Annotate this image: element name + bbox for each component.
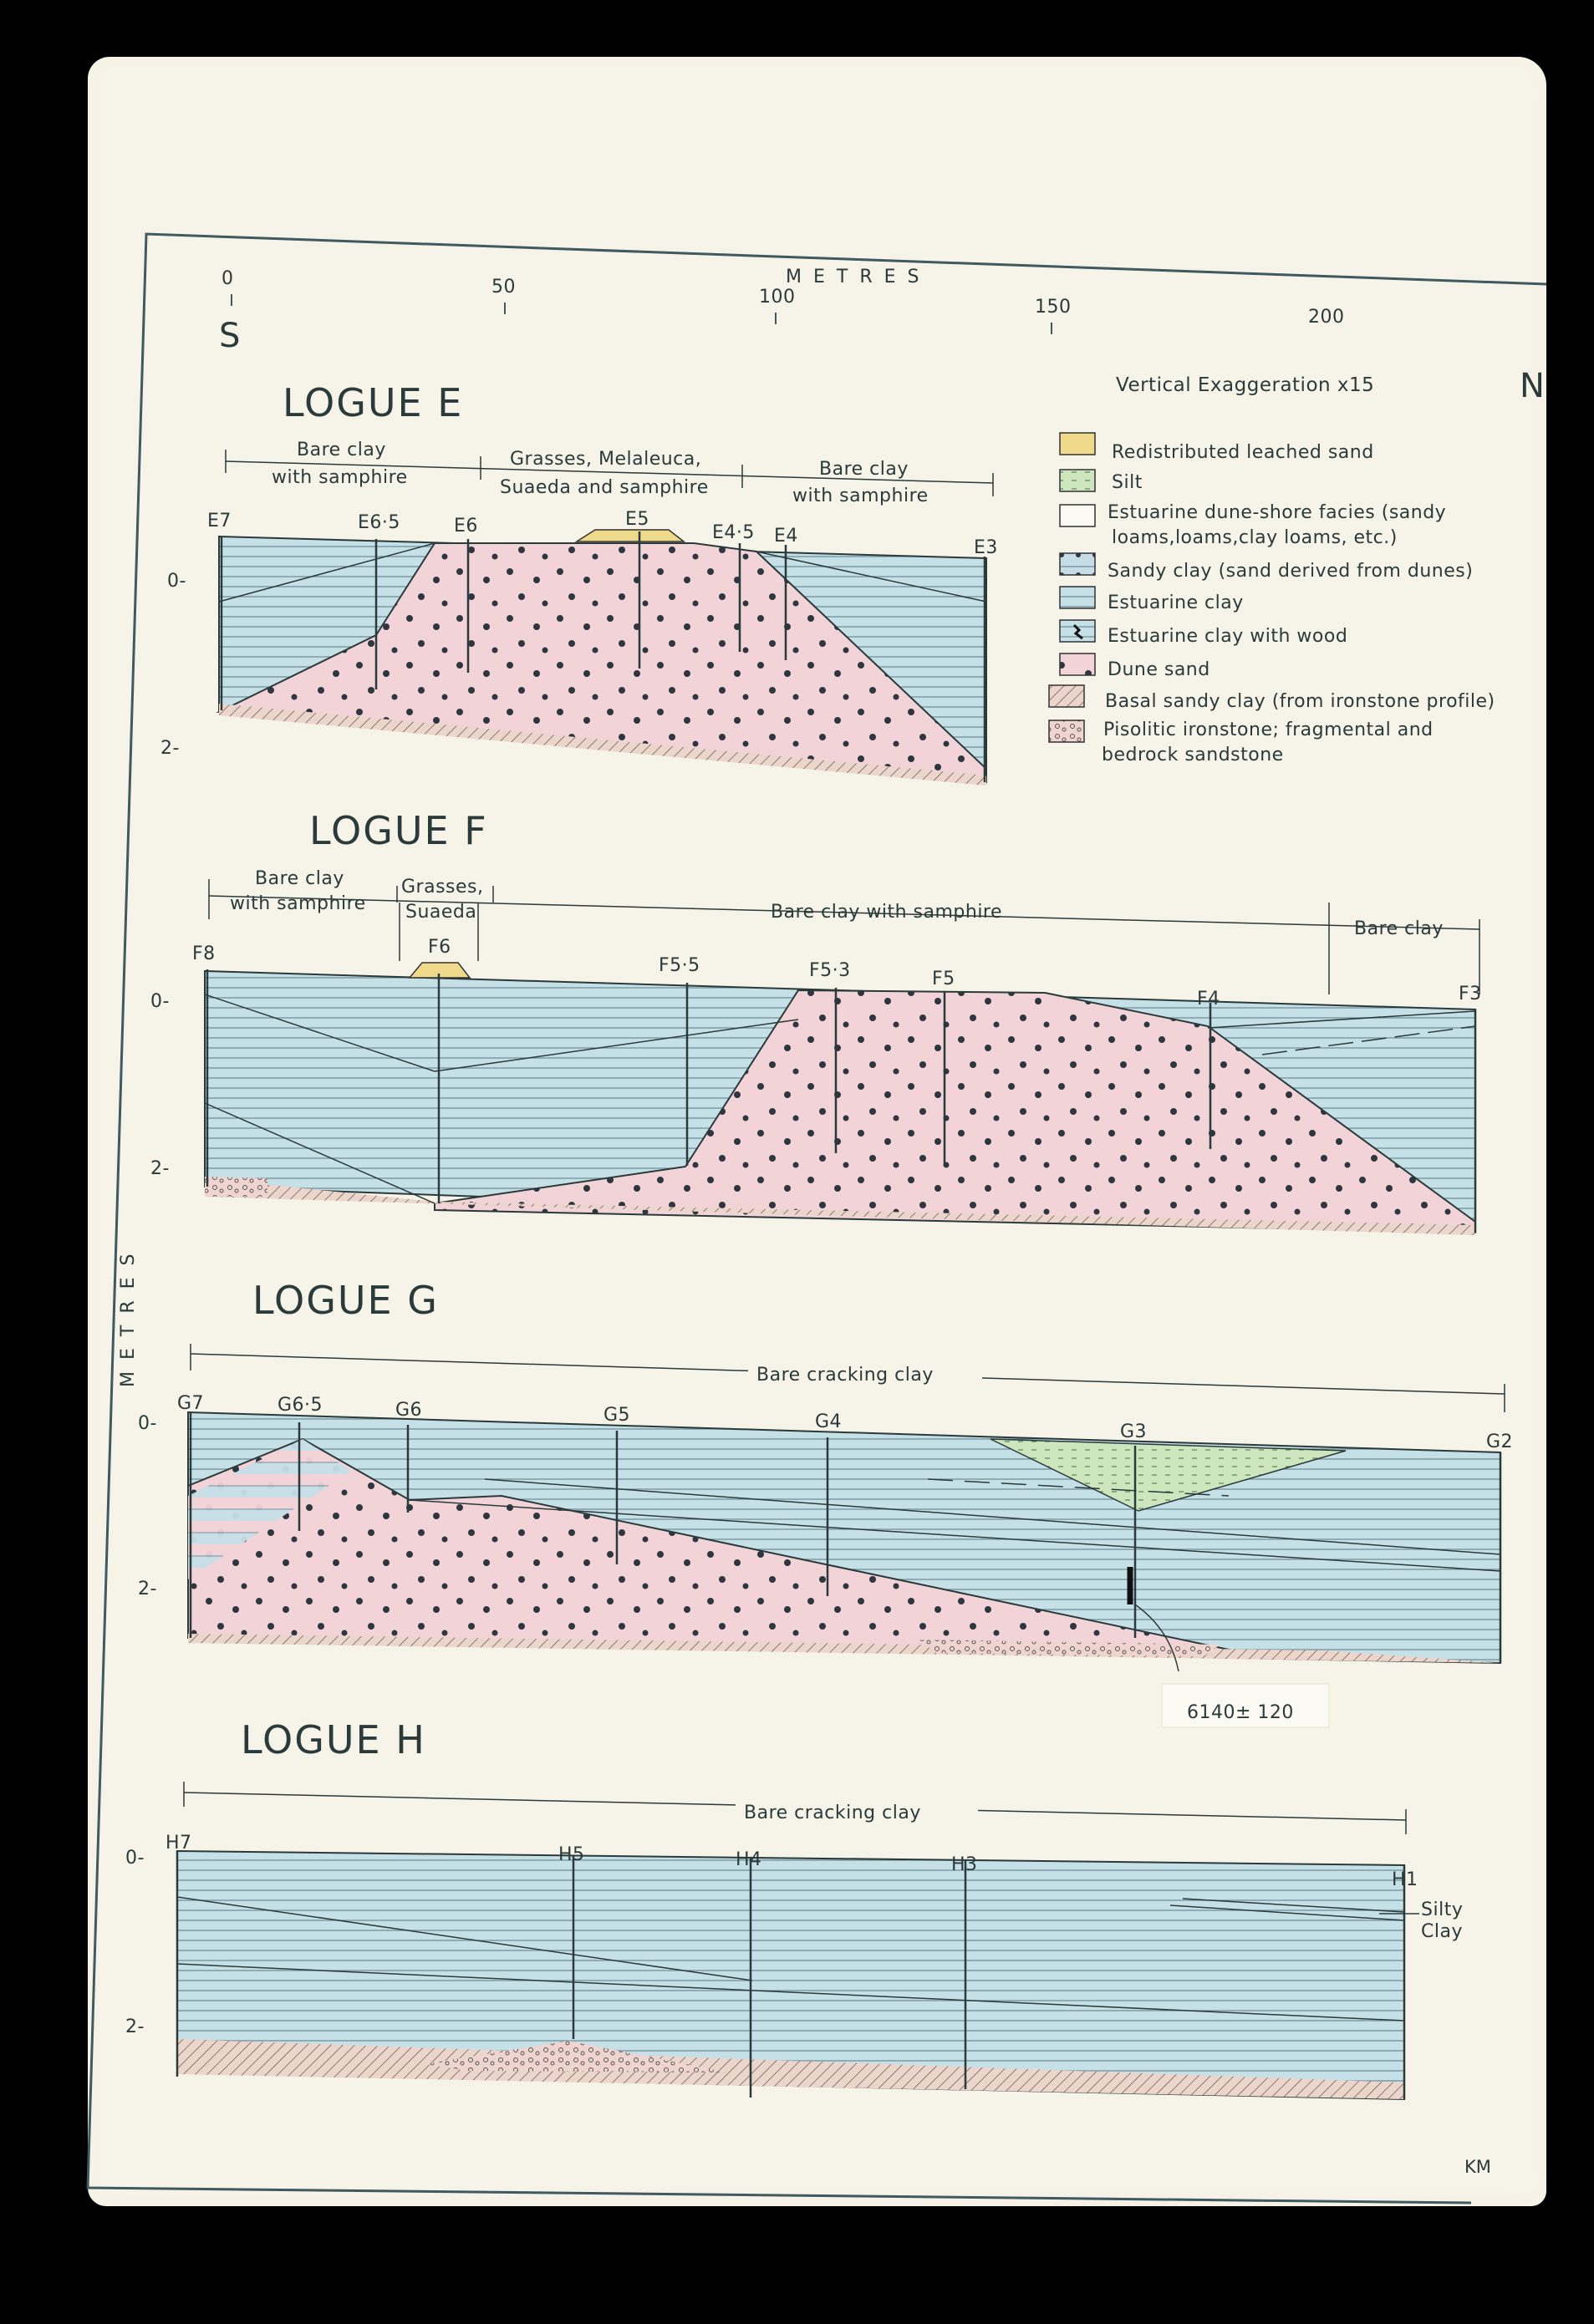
logue-g-depth-2: 2-	[138, 1579, 157, 1599]
logue-h-depth-0: 0-	[125, 1848, 145, 1869]
bore-f5-3: F5·3	[809, 960, 851, 981]
bore-e6-5: E6·5	[358, 512, 400, 533]
bore-g4: G4	[815, 1411, 843, 1432]
logue-e-veg-1b: with samphire	[272, 467, 408, 488]
south-label: S	[219, 317, 242, 355]
logue-f-veg-2a: Grasses,	[401, 877, 484, 898]
bore-e3: E3	[974, 537, 998, 558]
scale-tick-150: 150	[1035, 297, 1072, 318]
scale-tick-100: 100	[759, 287, 796, 308]
bore-g6-5: G6·5	[278, 1395, 323, 1416]
section-logue-h	[125, 1717, 1463, 2099]
legend-swatch-silt	[1060, 470, 1095, 491]
bore-f4: F4	[1197, 989, 1220, 1009]
bore-e4: E4	[774, 526, 798, 547]
legend-text-3: Estuarine dune-shore facies (sandy	[1108, 502, 1447, 523]
bore-h4: H4	[736, 1849, 762, 1870]
bore-h5: H5	[558, 1844, 585, 1865]
logue-e-depth-0: 0-	[167, 571, 186, 592]
logue-f-veg-2b: Suaeda	[405, 902, 477, 923]
legend-swatch-pisolitic	[1049, 720, 1084, 742]
logue-f-veg-3: Bare clay with samphire	[771, 902, 1003, 923]
logue-g-title: LOGUE G	[252, 1278, 439, 1323]
bore-g3: G3	[1120, 1421, 1148, 1442]
vertical-exaggeration: Vertical Exaggeration x15	[1116, 374, 1375, 396]
scale-label: METRES	[786, 267, 931, 287]
logue-f-veg-1a: Bare clay	[255, 868, 344, 889]
legend-text-5: Estuarine clay	[1108, 592, 1244, 613]
bore-e4-5: E4·5	[712, 522, 755, 543]
bore-e6: E6	[454, 516, 478, 537]
legend-swatch-dune-shore	[1060, 505, 1095, 526]
silty-clay-note-2: Clay	[1421, 1921, 1463, 1942]
scale-tick-50: 50	[491, 277, 516, 297]
legend	[1049, 433, 1495, 765]
logue-h-depth-2: 2-	[125, 2016, 145, 2037]
logue-e-veg-2a: Grasses, Melaleuca,	[510, 449, 702, 470]
legend-swatch-dune-sand	[1060, 653, 1095, 675]
logue-f-title: LOGUE F	[309, 808, 488, 853]
author-initials: KM	[1464, 2157, 1491, 2177]
logue-g-veg: Bare cracking clay	[756, 1365, 934, 1386]
bore-e7: E7	[207, 511, 232, 531]
legend-text-7: Dune sand	[1108, 659, 1210, 680]
legend-text-2: Silt	[1112, 472, 1143, 493]
bore-f6: F6	[428, 937, 451, 958]
legend-text-6: Estuarine clay with wood	[1108, 626, 1348, 647]
logue-h-title: LOGUE H	[241, 1717, 426, 1762]
logue-e-veg-2b: Suaeda and samphire	[500, 477, 709, 498]
logue-e-veg-1a: Bare clay	[297, 440, 386, 460]
logue-g-depth-0: 0-	[138, 1413, 157, 1434]
logue-f-veg-1b: with samphire	[230, 893, 366, 914]
bore-h7: H7	[166, 1833, 192, 1854]
legend-swatch-estuarine-clay	[1060, 587, 1095, 608]
legend-text-9: Pisolitic ironstone; fragmental and	[1103, 720, 1434, 740]
bore-f5-5: F5·5	[659, 955, 700, 976]
logue-e-depth-2: 2-	[160, 738, 180, 759]
silty-clay-note-1: Silty	[1421, 1899, 1464, 1920]
bore-g5: G5	[603, 1405, 631, 1426]
logue-f-depth-2: 2-	[150, 1158, 170, 1179]
bore-h1: H1	[1392, 1869, 1418, 1890]
legend-swatch-basal-sandy-clay	[1049, 685, 1084, 707]
legend-swatch-sandy-clay	[1060, 553, 1095, 575]
logue-e-veg-3a: Bare clay	[819, 459, 909, 480]
legend-text-9b: bedrock sandstone	[1102, 745, 1284, 765]
bore-g6: G6	[395, 1400, 423, 1421]
side-metres-label: METRES	[118, 1242, 139, 1387]
north-label: N	[1520, 367, 1546, 405]
section-logue-e	[160, 380, 998, 786]
section-logue-g	[138, 1278, 1513, 1727]
logue-e-veg-3b: with samphire	[792, 486, 929, 506]
legend-text-4: Sandy clay (sand derived from dunes)	[1108, 561, 1474, 582]
logue-f-veg-4: Bare clay	[1354, 918, 1444, 939]
radiocarbon-date-label: 6140± 120	[1187, 1702, 1294, 1723]
legend-text-8: Basal sandy clay (from ironstone profile)	[1105, 691, 1495, 712]
logue-e-title: LOGUE E	[283, 380, 464, 425]
logue-h-veg: Bare cracking clay	[744, 1803, 921, 1823]
legend-text-1: Redistributed leached sand	[1112, 442, 1374, 463]
scale-tick-200: 200	[1308, 307, 1345, 328]
legend-text-3b: loams,loams,clay loams, etc.)	[1112, 527, 1398, 548]
bore-e5: E5	[625, 509, 649, 530]
scale-tick-0: 0	[222, 268, 234, 289]
section-logue-f	[150, 808, 1482, 1235]
bore-g2: G2	[1486, 1432, 1514, 1452]
bore-g7: G7	[177, 1393, 205, 1414]
bore-h3: H3	[951, 1854, 978, 1875]
logue-f-depth-0: 0-	[150, 991, 170, 1012]
bore-f3: F3	[1459, 984, 1482, 1004]
bore-f8: F8	[192, 943, 216, 964]
legend-swatch-leached-sand	[1060, 433, 1095, 455]
bore-f5: F5	[932, 969, 955, 989]
